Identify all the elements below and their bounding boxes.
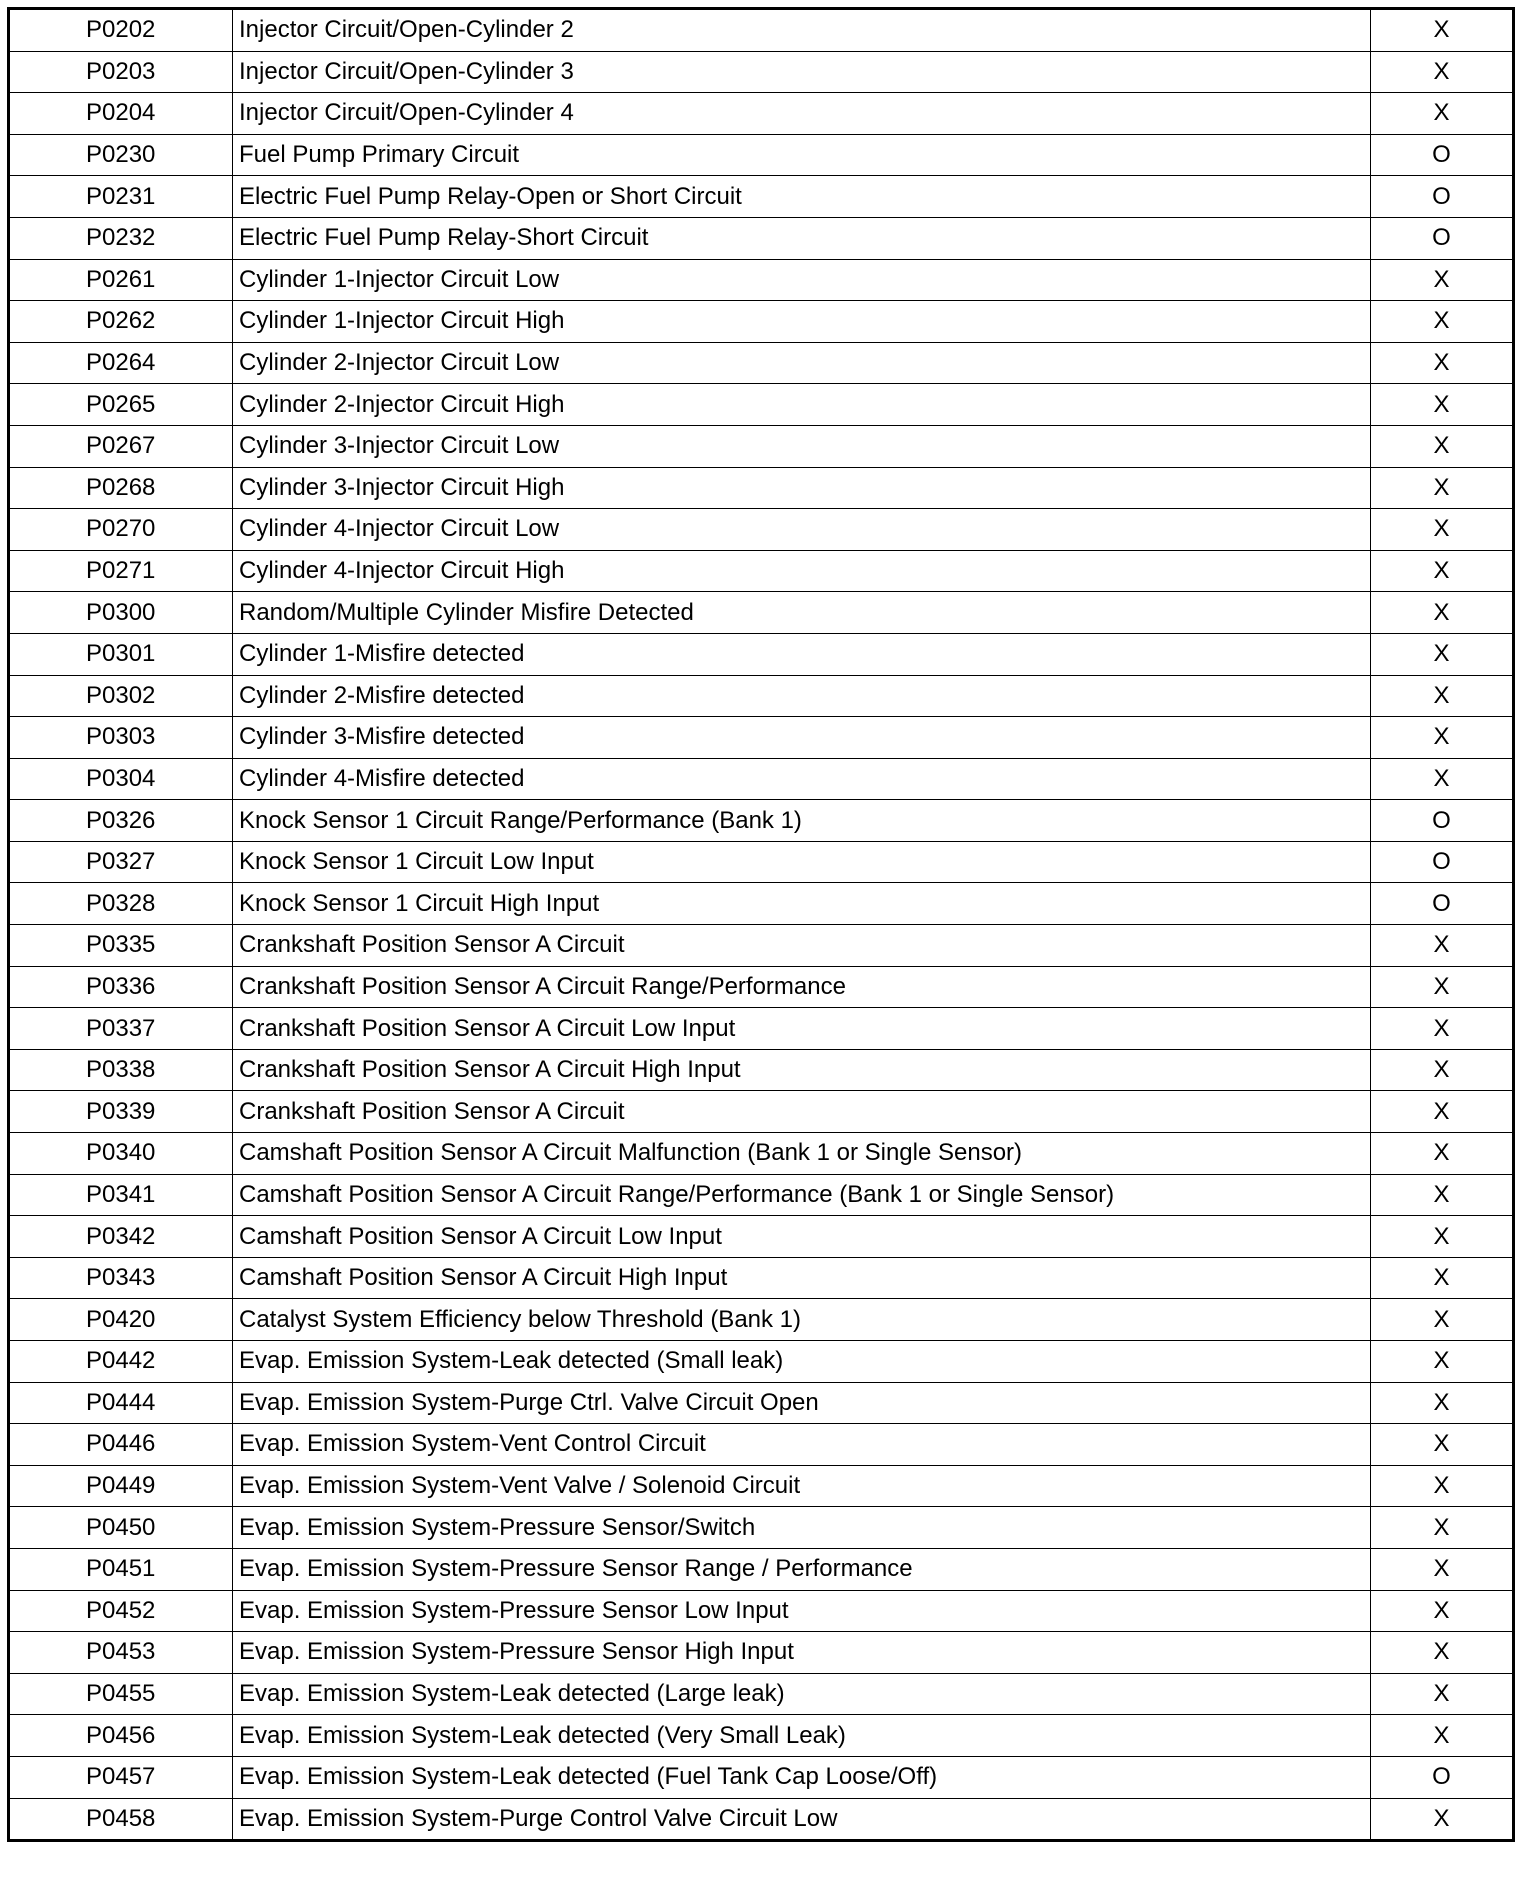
table-row [9, 1632, 1514, 1674]
dtc-description-cell: Injector Circuit/Open-Cylinder 2 [233, 9, 1371, 52]
table-row [9, 1507, 1514, 1549]
dtc-flag-cell: X [1371, 467, 1514, 509]
dtc-description-cell: Evap. Emission System-Pressure Sensor Range / Performance [233, 1548, 1371, 1590]
dtc-flag-cell: X [1371, 1299, 1514, 1341]
dtc-description-cell: Evap. Emission System-Leak detected (Small leak) [233, 1341, 1371, 1383]
table-row [9, 758, 1514, 800]
dtc-code-cell: P0442 [9, 1341, 233, 1383]
dtc-code-cell: P0230 [9, 134, 233, 176]
dtc-description-cell: Electric Fuel Pump Relay-Open or Short Circuit [233, 176, 1371, 218]
dtc-flag-cell: O [1371, 134, 1514, 176]
dtc-flag-cell: X [1371, 1049, 1514, 1091]
table-row [9, 592, 1514, 634]
dtc-code-cell: P0335 [9, 925, 233, 967]
dtc-code-cell: P0204 [9, 93, 233, 135]
dtc-description-cell: Cylinder 1-Injector Circuit High [233, 301, 1371, 343]
dtc-description-cell: Cylinder 1-Misfire detected [233, 633, 1371, 675]
dtc-description-cell: Evap. Emission System-Vent Control Circuit [233, 1424, 1371, 1466]
dtc-code-cell: P0340 [9, 1133, 233, 1175]
dtc-description-cell: Evap. Emission System-Pressure Sensor Low Input [233, 1590, 1371, 1632]
table-row [9, 717, 1514, 759]
table-row [9, 134, 1514, 176]
dtc-code-cell: P0452 [9, 1590, 233, 1632]
table-row [9, 509, 1514, 551]
dtc-flag-cell: X [1371, 1382, 1514, 1424]
dtc-flag-cell: O [1371, 1756, 1514, 1798]
table-row [9, 675, 1514, 717]
dtc-description-cell: Knock Sensor 1 Circuit Low Input [233, 841, 1371, 883]
dtc-description-cell: Camshaft Position Sensor A Circuit High Input [233, 1257, 1371, 1299]
table-row [9, 800, 1514, 842]
dtc-code-cell: P0457 [9, 1756, 233, 1798]
table-row [9, 217, 1514, 259]
dtc-flag-cell: X [1371, 509, 1514, 551]
dtc-flag-cell: X [1371, 592, 1514, 634]
dtc-flag-cell: X [1371, 1632, 1514, 1674]
dtc-code-cell: P0268 [9, 467, 233, 509]
dtc-flag-cell: X [1371, 925, 1514, 967]
dtc-description-cell: Evap. Emission System-Vent Valve / Solenoid Circuit [233, 1465, 1371, 1507]
dtc-code-cell: P0300 [9, 592, 233, 634]
dtc-flag-cell: X [1371, 259, 1514, 301]
dtc-flag-cell: X [1371, 1590, 1514, 1632]
table-row [9, 259, 1514, 301]
dtc-flag-cell: X [1371, 425, 1514, 467]
dtc-code-cell: P0343 [9, 1257, 233, 1299]
dtc-flag-cell: X [1371, 633, 1514, 675]
dtc-flag-cell: O [1371, 883, 1514, 925]
dtc-code-cell: P0261 [9, 259, 233, 301]
dtc-code-cell: P0336 [9, 966, 233, 1008]
dtc-code-cell: P0455 [9, 1673, 233, 1715]
dtc-description-cell: Camshaft Position Sensor A Circuit Low Input [233, 1216, 1371, 1258]
table-row [9, 1465, 1514, 1507]
dtc-flag-cell: X [1371, 550, 1514, 592]
dtc-description-cell: Fuel Pump Primary Circuit [233, 134, 1371, 176]
table-row [9, 1424, 1514, 1466]
dtc-description-cell: Cylinder 4-Injector Circuit Low [233, 509, 1371, 551]
dtc-code-cell: P0232 [9, 217, 233, 259]
dtc-description-cell: Cylinder 1-Injector Circuit Low [233, 259, 1371, 301]
dtc-code-cell: P0446 [9, 1424, 233, 1466]
dtc-code-cell: P0271 [9, 550, 233, 592]
table-row [9, 1091, 1514, 1133]
table-row [9, 1049, 1514, 1091]
dtc-code-cell: P0449 [9, 1465, 233, 1507]
table-row [9, 384, 1514, 426]
dtc-code-cell: P0202 [9, 9, 233, 52]
table-row [9, 1548, 1514, 1590]
dtc-description-cell: Evap. Emission System-Pressure Sensor High Input [233, 1632, 1371, 1674]
dtc-code-cell: P0338 [9, 1049, 233, 1091]
dtc-code-cell: P0337 [9, 1008, 233, 1050]
dtc-description-cell: Evap. Emission System-Pressure Sensor/Switch [233, 1507, 1371, 1549]
dtc-flag-cell: X [1371, 51, 1514, 93]
table-row [9, 176, 1514, 218]
dtc-description-cell: Crankshaft Position Sensor A Circuit Range/Performance [233, 966, 1371, 1008]
dtc-code-cell: P0326 [9, 800, 233, 842]
table-row [9, 1673, 1514, 1715]
dtc-description-cell: Crankshaft Position Sensor A Circuit High Input [233, 1049, 1371, 1091]
table-row [9, 93, 1514, 135]
table-row [9, 1756, 1514, 1798]
dtc-flag-cell: X [1371, 1465, 1514, 1507]
dtc-description-cell: Cylinder 2-Misfire detected [233, 675, 1371, 717]
dtc-description-cell: Crankshaft Position Sensor A Circuit [233, 1091, 1371, 1133]
dtc-flag-cell: X [1371, 9, 1514, 52]
dtc-flag-cell: X [1371, 301, 1514, 343]
dtc-code-cell: P0339 [9, 1091, 233, 1133]
dtc-code-cell: P0456 [9, 1715, 233, 1757]
dtc-description-cell: Injector Circuit/Open-Cylinder 4 [233, 93, 1371, 135]
dtc-code-cell: P0265 [9, 384, 233, 426]
dtc-description-cell: Cylinder 4-Misfire detected [233, 758, 1371, 800]
dtc-code-cell: P0270 [9, 509, 233, 551]
dtc-description-cell: Evap. Emission System-Purge Control Valve Circuit Low [233, 1798, 1371, 1841]
dtc-flag-cell: X [1371, 1424, 1514, 1466]
dtc-flag-cell: X [1371, 1715, 1514, 1757]
dtc-description-cell: Evap. Emission System-Purge Ctrl. Valve Circuit Open [233, 1382, 1371, 1424]
dtc-code-cell: P0420 [9, 1299, 233, 1341]
dtc-description-cell: Knock Sensor 1 Circuit Range/Performance (Bank 1) [233, 800, 1371, 842]
dtc-flag-cell: O [1371, 841, 1514, 883]
dtc-flag-cell: X [1371, 675, 1514, 717]
dtc-code-cell: P0450 [9, 1507, 233, 1549]
dtc-flag-cell: X [1371, 1091, 1514, 1133]
dtc-flag-cell: X [1371, 966, 1514, 1008]
dtc-description-cell: Electric Fuel Pump Relay-Short Circuit [233, 217, 1371, 259]
dtc-description-cell: Evap. Emission System-Leak detected (Large leak) [233, 1673, 1371, 1715]
dtc-description-cell: Random/Multiple Cylinder Misfire Detected [233, 592, 1371, 634]
dtc-code-cell: P0453 [9, 1632, 233, 1674]
table-row [9, 1715, 1514, 1757]
dtc-description-cell: Cylinder 2-Injector Circuit Low [233, 342, 1371, 384]
dtc-code-cell: P0303 [9, 717, 233, 759]
dtc-flag-cell: X [1371, 1673, 1514, 1715]
dtc-flag-cell: O [1371, 217, 1514, 259]
dtc-flag-cell: X [1371, 1798, 1514, 1841]
table-row [9, 467, 1514, 509]
dtc-flag-cell: X [1371, 1257, 1514, 1299]
dtc-flag-cell: X [1371, 384, 1514, 426]
table-row [9, 301, 1514, 343]
dtc-flag-cell: X [1371, 1008, 1514, 1050]
dtc-flag-cell: X [1371, 342, 1514, 384]
table-row [9, 925, 1514, 967]
dtc-description-cell: Crankshaft Position Sensor A Circuit Low Input [233, 1008, 1371, 1050]
table-row [9, 1299, 1514, 1341]
dtc-description-cell: Evap. Emission System-Leak detected (Very Small Leak) [233, 1715, 1371, 1757]
dtc-code-cell: P0444 [9, 1382, 233, 1424]
dtc-description-cell: Injector Circuit/Open-Cylinder 3 [233, 51, 1371, 93]
dtc-code-cell: P0458 [9, 1798, 233, 1841]
dtc-flag-cell: X [1371, 1174, 1514, 1216]
table-row [9, 1382, 1514, 1424]
table-row [9, 1798, 1514, 1841]
dtc-description-cell: Evap. Emission System-Leak detected (Fuel Tank Cap Loose/Off) [233, 1756, 1371, 1798]
dtc-code-cell: P0267 [9, 425, 233, 467]
dtc-flag-cell: X [1371, 1548, 1514, 1590]
table-row [9, 1008, 1514, 1050]
dtc-code-cell: P0301 [9, 633, 233, 675]
table-row [9, 841, 1514, 883]
table-row [9, 1174, 1514, 1216]
table-row [9, 1133, 1514, 1175]
dtc-flag-cell: X [1371, 1507, 1514, 1549]
dtc-code-cell: P0304 [9, 758, 233, 800]
table-row [9, 1590, 1514, 1632]
dtc-description-cell: Camshaft Position Sensor A Circuit Range/Performance (Bank 1 or Single Sensor) [233, 1174, 1371, 1216]
dtc-code-cell: P0302 [9, 675, 233, 717]
dtc-description-cell: Cylinder 3-Injector Circuit High [233, 467, 1371, 509]
dtc-code-cell: P0341 [9, 1174, 233, 1216]
table-row [9, 1216, 1514, 1258]
table-row [9, 1257, 1514, 1299]
dtc-description-cell: Camshaft Position Sensor A Circuit Malfunction (Bank 1 or Single Sensor) [233, 1133, 1371, 1175]
table-row [9, 550, 1514, 592]
dtc-description-cell: Cylinder 4-Injector Circuit High [233, 550, 1371, 592]
dtc-code-cell: P0203 [9, 51, 233, 93]
dtc-flag-cell: X [1371, 758, 1514, 800]
table-row [9, 1341, 1514, 1383]
dtc-code-cell: P0264 [9, 342, 233, 384]
table-row [9, 9, 1514, 52]
table-row [9, 425, 1514, 467]
dtc-code-cell: P0451 [9, 1548, 233, 1590]
dtc-flag-cell: X [1371, 1133, 1514, 1175]
dtc-description-cell: Cylinder 3-Injector Circuit Low [233, 425, 1371, 467]
dtc-code-cell: P0328 [9, 883, 233, 925]
dtc-code-cell: P0231 [9, 176, 233, 218]
dtc-table [7, 7, 1515, 1842]
dtc-description-cell: Crankshaft Position Sensor A Circuit [233, 925, 1371, 967]
dtc-description-cell: Knock Sensor 1 Circuit High Input [233, 883, 1371, 925]
table-row [9, 342, 1514, 384]
dtc-flag-cell: X [1371, 1341, 1514, 1383]
table-row [9, 966, 1514, 1008]
dtc-code-cell: P0262 [9, 301, 233, 343]
table-row [9, 633, 1514, 675]
dtc-flag-cell: X [1371, 717, 1514, 759]
dtc-flag-cell: X [1371, 1216, 1514, 1258]
dtc-code-cell: P0342 [9, 1216, 233, 1258]
dtc-description-cell: Cylinder 3-Misfire detected [233, 717, 1371, 759]
table-row [9, 883, 1514, 925]
dtc-description-cell: Catalyst System Efficiency below Threshold (Bank 1) [233, 1299, 1371, 1341]
table-row [9, 51, 1514, 93]
dtc-flag-cell: O [1371, 800, 1514, 842]
dtc-table-body [9, 9, 1514, 1841]
dtc-flag-cell: X [1371, 93, 1514, 135]
dtc-flag-cell: O [1371, 176, 1514, 218]
dtc-description-cell: Cylinder 2-Injector Circuit High [233, 384, 1371, 426]
dtc-code-cell: P0327 [9, 841, 233, 883]
